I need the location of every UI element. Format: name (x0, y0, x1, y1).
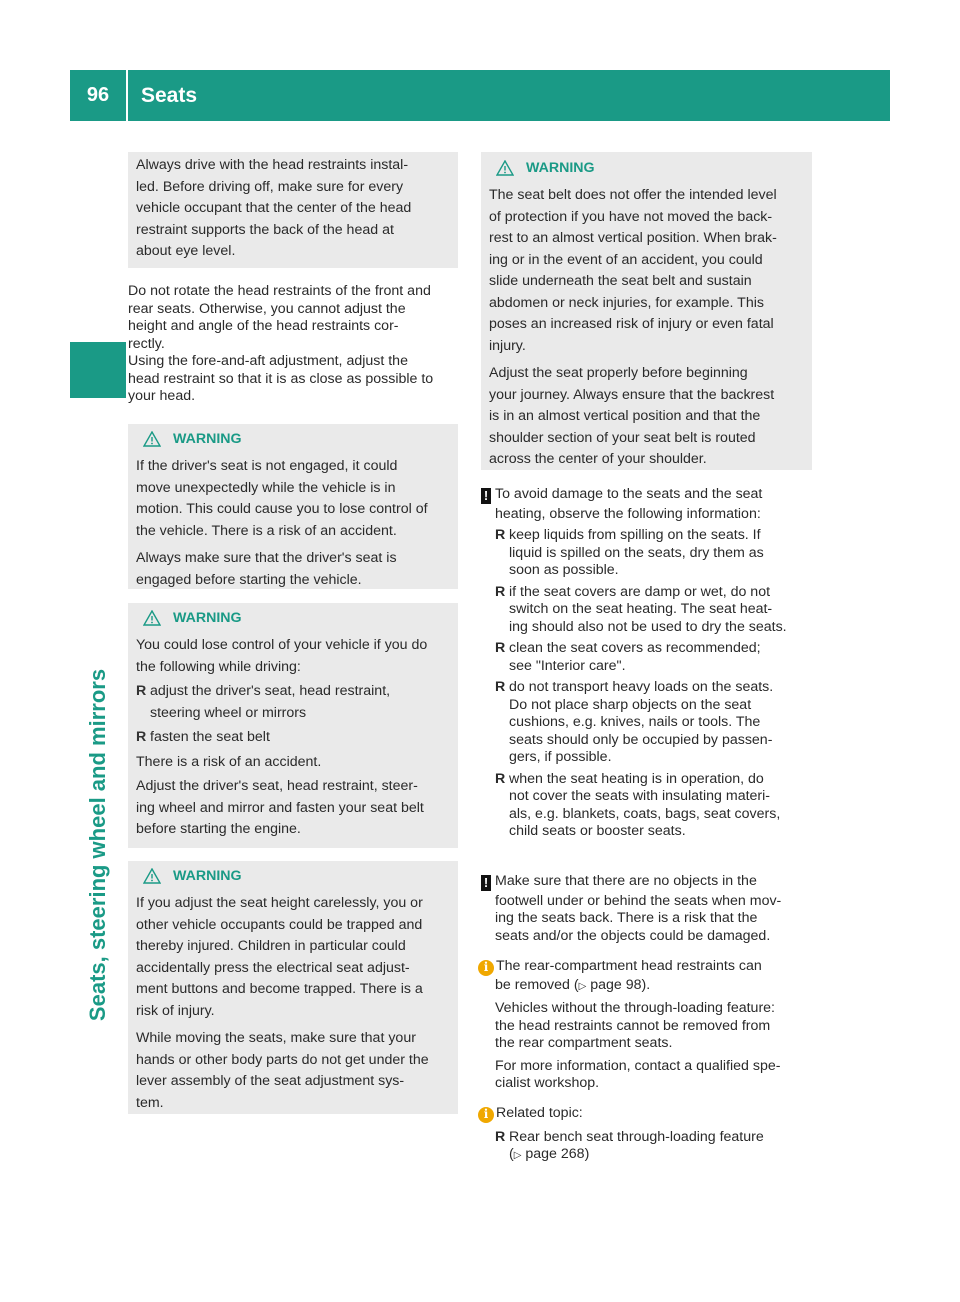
text-line: about eye level. (136, 243, 236, 259)
text-line: slide underneath the seat belt and sustain (489, 273, 752, 289)
text-line: rectly. (128, 335, 165, 352)
page-number: 96 (70, 70, 126, 121)
text-line: across the center of your shoulder. (489, 451, 707, 467)
warning-box (128, 861, 458, 1114)
warning-triangle-icon (496, 160, 514, 176)
exclamation-icon: ! (481, 488, 491, 504)
page-reference-link[interactable]: page 268) (525, 1146, 590, 1162)
text-line: liquid is spilled on the seats, dry them as (509, 544, 764, 561)
info-icon: i (478, 1107, 494, 1123)
text-line: do not transport heavy loads on the seats. (509, 679, 774, 696)
warning-heading (489, 157, 804, 179)
warning-heading (136, 865, 450, 887)
related-topic-link[interactable]: Rear bench seat through-loading feature (509, 1128, 764, 1145)
warning-box (128, 603, 458, 848)
text-line: of protection if you have not moved the back- (489, 208, 773, 225)
bullet-icon: R (495, 527, 506, 544)
related-topic-info (481, 1105, 816, 1165)
warning-label: WARNING (173, 868, 242, 884)
text-line: when the seat heating is in operation, do (509, 770, 764, 787)
text-line: ing the seats back. There is a risk that the (495, 910, 758, 927)
text-line: abdomen or neck injuries, for example. This (489, 294, 764, 311)
text-line: rest to an almost vertical position. When brak- (489, 230, 777, 246)
text-line: ment buttons and become trapped. There is a (136, 981, 423, 997)
page-reference-link[interactable]: page 98). (590, 976, 651, 993)
text-line: seats should only be occupied by passen- (509, 731, 773, 748)
text-fragment: ( (509, 1146, 514, 1162)
text-line: gers, if possible. (509, 749, 612, 766)
text-line: motion. This could cause you to lose control of (136, 501, 428, 517)
text-line: There is a risk of an accident. (136, 753, 322, 770)
text-line: shoulder section of your seat belt is routed (489, 429, 756, 446)
warning-triangle-icon (143, 610, 161, 626)
warning-box (481, 152, 812, 470)
text-line: other vehicle occupants could be trapped and (136, 916, 423, 933)
warning-label: WARNING (173, 610, 242, 626)
text-line: see "Interior care". (509, 657, 626, 674)
objects-note (481, 873, 816, 945)
text-line: tem. (136, 1094, 164, 1111)
text-line: Make sure that there are no objects in the (495, 873, 757, 889)
text-line: ing wheel and mirror and fasten your seat belt (136, 799, 424, 816)
text-line: The rear-compartment head restraints can (496, 958, 762, 974)
text-line: switch on the seat heating. The seat heat- (509, 601, 773, 618)
text-line: rear seats. Otherwise, you cannot adjust the (128, 300, 406, 317)
list-item (495, 527, 816, 580)
text-line: poses an increased risk of injury or even fatal (489, 316, 774, 332)
text-line: For more information, contact a qualified spe- (495, 1057, 781, 1074)
text-line: steering wheel or mirrors (150, 704, 307, 721)
text-line: fasten the seat belt (150, 729, 270, 745)
list-item (495, 679, 816, 767)
text-line: vehicle occupant that the center of the head (136, 200, 412, 216)
exclamation-icon: ! (481, 875, 491, 891)
text-line: If you adjust the seat height carelessly, you or (136, 895, 423, 911)
list-item (136, 727, 450, 749)
text-line: You could lose control of your vehicle if you do (136, 637, 428, 653)
head-restraint-info (481, 958, 816, 1093)
text-line: Always make sure that the driver's seat is (136, 550, 397, 566)
text-line: Related topic: (496, 1105, 583, 1121)
text-line: the head restraints cannot be removed from (495, 1017, 771, 1034)
bullet-icon: R (136, 683, 147, 699)
warning-label: WARNING (173, 431, 242, 447)
warning-heading (136, 428, 450, 450)
text-line: risk of injury. (136, 1002, 215, 1019)
text-line: led. Before driving off, make sure for every (136, 178, 404, 195)
page-ref-arrow-icon: ▷ (578, 980, 587, 992)
text-line: not cover the seats with insulating materi- (509, 788, 771, 805)
text-line: soon as possible. (509, 562, 619, 579)
text-line: Using the fore-and-aft adjustment, adjust the (128, 353, 408, 369)
info-icon: i (478, 960, 494, 976)
notice-box (128, 152, 458, 268)
text-line: seats and/or the objects could be damaged. (495, 927, 771, 944)
text-line (495, 977, 816, 996)
text-line: ing should also not be used to dry the seats. (509, 618, 787, 635)
text-line: restraint supports the back of the head at (136, 221, 394, 238)
text-line: Do not place sharp objects on the seat (509, 696, 752, 713)
warning-triangle-icon (143, 431, 161, 447)
text-fragment: be removed ( (495, 976, 579, 993)
text-line: cialist workshop. (495, 1075, 600, 1091)
list-item (495, 1129, 816, 1165)
warning-triangle-icon (143, 868, 161, 884)
text-line: adjust the driver's seat, head restraint, (150, 683, 391, 699)
list-item (495, 640, 816, 675)
text-line: if the seat covers are damp or wet, do not (509, 583, 771, 600)
text-line (509, 1146, 764, 1165)
bullet-icon: R (136, 729, 147, 745)
text-line: child seats or booster seats. (509, 823, 686, 840)
text-line: accidentally press the electrical seat adjust- (136, 959, 410, 976)
warning-label: WARNING (526, 160, 595, 176)
damage-note (481, 486, 816, 841)
bullet-icon: R (495, 1128, 506, 1145)
text-line: Vehicles without the through-loading feature: (495, 1000, 775, 1016)
bullet-icon: R (495, 770, 506, 787)
text-line: clean the seat covers as recommended; (509, 640, 761, 657)
page-ref-arrow-icon: ▷ (513, 1150, 522, 1161)
text-line: The seat belt does not offer the intended level (489, 187, 777, 203)
bullet-icon: R (495, 679, 506, 696)
text-line: heating, observe the following information: (495, 505, 761, 522)
text-line: engaged before starting the vehicle. (136, 571, 362, 588)
text-line: head restraint so that it is as close as possible to (128, 370, 434, 387)
text-line: your journey. Always ensure that the backrest (489, 386, 775, 403)
text-line: ing or in the event of an accident, you could (489, 251, 763, 268)
bullet-icon: R (495, 583, 506, 600)
text-line: Do not rotate the head restraints of the front and (128, 283, 431, 299)
text-line: your head. (128, 388, 196, 404)
text-line: is in an almost vertical position and that the (489, 408, 761, 424)
text-line: the following while driving: (136, 658, 301, 675)
text-line: If the driver's seat is not engaged, it could (136, 458, 398, 474)
text-line: Adjust the driver's seat, head restraint, steer- (136, 778, 418, 794)
warning-heading (136, 607, 450, 629)
text-line: lever assembly of the seat adjustment sys- (136, 1073, 405, 1089)
text-line: keep liquids from spilling on the seats. If (509, 527, 761, 544)
side-tab-marker (70, 342, 126, 398)
bullet-icon: R (495, 640, 506, 657)
text-line: Adjust the seat properly before beginning (489, 365, 748, 381)
text-line: While moving the seats, make sure that your (136, 1030, 416, 1046)
text-line: Always drive with the head restraints instal- (136, 157, 409, 173)
side-tab-label: Seats, steering wheel and mirrors (85, 668, 110, 1022)
warning-box (128, 424, 458, 589)
text-line: move unexpectedly while the vehicle is in (136, 479, 396, 496)
text-line: footwell under or behind the seats when mov- (495, 892, 782, 909)
list-item (495, 771, 816, 841)
text-line: before starting the engine. (136, 821, 301, 837)
list-item (495, 584, 816, 637)
text-line: cushions, e.g. knives, nails or tools. The (509, 714, 761, 731)
text-line: the rear compartment seats. (495, 1035, 673, 1051)
text-line: als, e.g. blankets, coats, bags, seat covers, (509, 805, 781, 822)
list-item (136, 681, 450, 724)
text-line: hands or other body parts do not get under the (136, 1051, 429, 1068)
text-line: thereby injured. Children in particular could (136, 938, 406, 954)
page-title: Seats (128, 70, 890, 121)
text-line: height and angle of the head restraints cor- (128, 318, 399, 334)
paragraph (128, 283, 463, 406)
text-line: the vehicle. There is a risk of an accident. (136, 522, 397, 539)
text-line: To avoid damage to the seats and the seat (495, 486, 763, 502)
text-line: injury. (489, 337, 526, 354)
